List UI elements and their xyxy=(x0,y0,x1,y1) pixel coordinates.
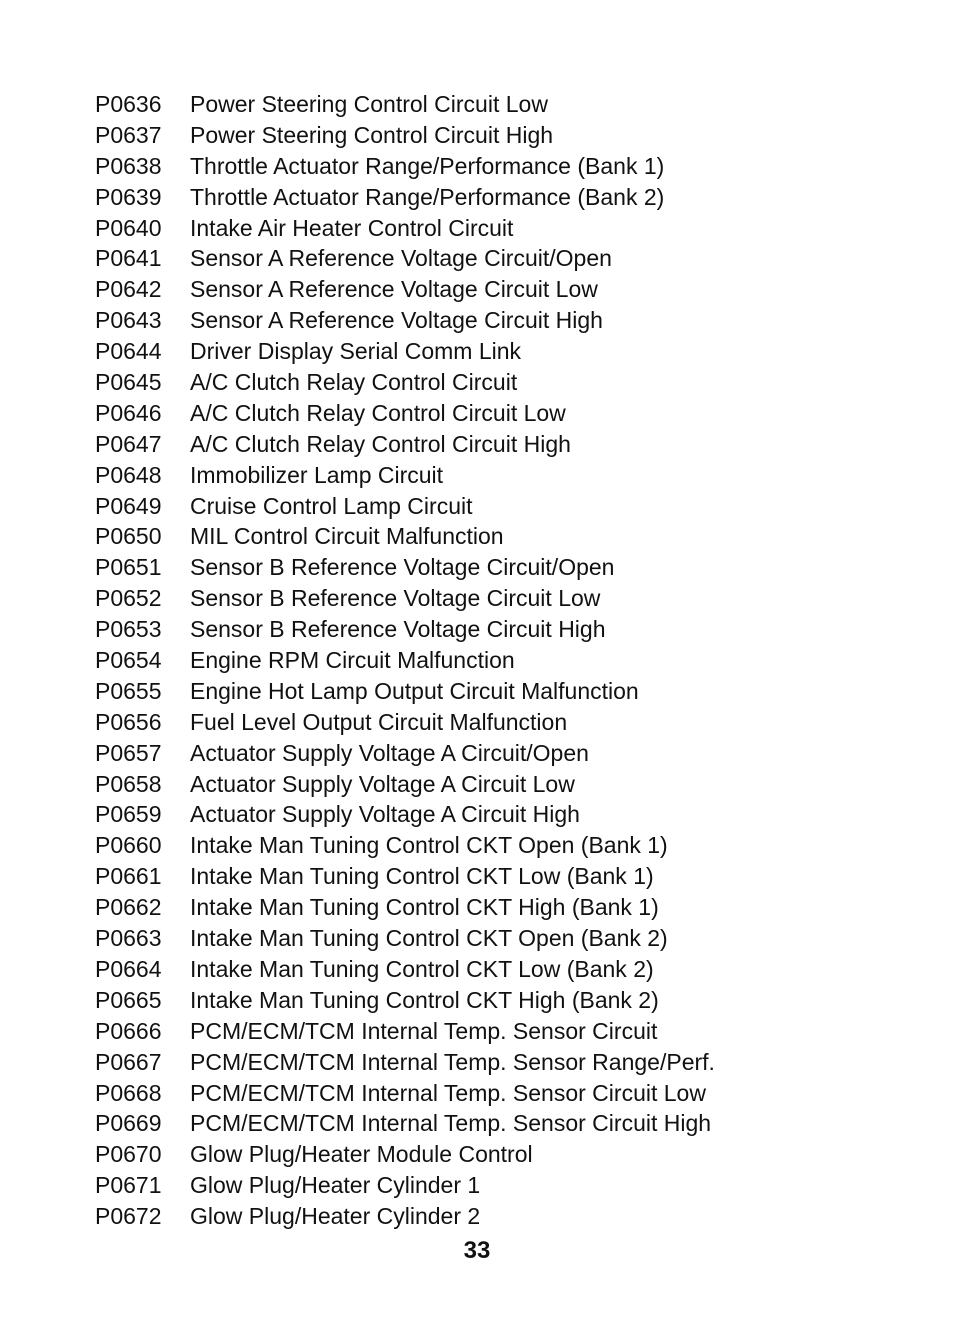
code-row xyxy=(95,769,895,800)
dtc-description: Immobilizer Lamp Circuit xyxy=(190,461,444,488)
code-row xyxy=(95,151,895,182)
dtc-description: Actuator Supply Voltage A Circuit High xyxy=(190,801,580,828)
code-row xyxy=(95,614,895,645)
code-row xyxy=(95,182,895,213)
dtc-description: Engine RPM Circuit Malfunction xyxy=(190,647,515,674)
dtc-description: Throttle Actuator Range/Performance (Bank 2) xyxy=(190,183,665,210)
dtc-code: P0672 xyxy=(95,1203,162,1230)
dtc-code: P0662 xyxy=(95,894,162,921)
dtc-code: P0652 xyxy=(95,585,162,612)
code-row xyxy=(95,583,895,614)
dtc-description: PCM/ECM/TCM Internal Temp. Sensor Circuit High xyxy=(190,1110,712,1137)
dtc-code: P0648 xyxy=(95,461,162,488)
dtc-description: Intake Man Tuning Control CKT High (Bank 2) xyxy=(190,986,659,1013)
dtc-description: A/C Clutch Relay Control Circuit xyxy=(190,369,518,396)
code-row xyxy=(95,1078,895,1109)
code-row xyxy=(95,491,895,522)
dtc-description: Sensor A Reference Voltage Circuit/Open xyxy=(190,245,612,272)
dtc-description: A/C Clutch Relay Control Circuit Low xyxy=(190,399,566,426)
dtc-code: P0645 xyxy=(95,369,162,396)
dtc-description: Intake Man Tuning Control CKT High (Bank 1) xyxy=(190,894,659,921)
dtc-code: P0668 xyxy=(95,1079,162,1106)
dtc-code: P0650 xyxy=(95,523,162,550)
code-row xyxy=(95,89,895,120)
dtc-description: Intake Man Tuning Control CKT Open (Bank 1) xyxy=(190,832,668,859)
dtc-description: Glow Plug/Heater Module Control xyxy=(190,1141,533,1168)
code-row xyxy=(95,274,895,305)
code-row xyxy=(95,738,895,769)
dtc-description: Glow Plug/Heater Cylinder 2 xyxy=(190,1203,481,1230)
dtc-code: P0654 xyxy=(95,647,162,674)
dtc-code: P0659 xyxy=(95,801,162,828)
dtc-code: P0646 xyxy=(95,399,162,426)
code-row xyxy=(95,429,895,460)
dtc-description: Actuator Supply Voltage A Circuit Low xyxy=(190,770,575,797)
code-row xyxy=(95,1108,895,1139)
code-row xyxy=(95,120,895,151)
dtc-description: Engine Hot Lamp Output Circuit Malfunction xyxy=(190,677,639,704)
code-row xyxy=(95,213,895,244)
dtc-code: P0660 xyxy=(95,832,162,859)
dtc-description: Sensor B Reference Voltage Circuit/Open xyxy=(190,554,615,581)
code-row xyxy=(95,398,895,429)
dtc-code: P0671 xyxy=(95,1172,162,1199)
dtc-description: Glow Plug/Heater Cylinder 1 xyxy=(190,1172,481,1199)
dtc-description: Power Steering Control Circuit Low xyxy=(190,91,548,117)
dtc-description: Sensor B Reference Voltage Circuit Low xyxy=(190,585,601,612)
dtc-code: P0663 xyxy=(95,925,162,952)
dtc-code: P0641 xyxy=(95,245,162,272)
dtc-code: P0647 xyxy=(95,430,162,457)
code-row xyxy=(95,985,895,1016)
dtc-description: Intake Air Heater Control Circuit xyxy=(190,214,514,241)
code-row xyxy=(95,707,895,738)
dtc-code: P0638 xyxy=(95,152,162,179)
code-row xyxy=(95,1047,895,1078)
code-row xyxy=(95,1016,895,1047)
code-row xyxy=(95,552,895,583)
dtc-description: Fuel Level Output Circuit Malfunction xyxy=(190,708,568,735)
dtc-code: P0658 xyxy=(95,770,162,797)
dtc-code: P0666 xyxy=(95,1017,162,1044)
dtc-description: Power Steering Control Circuit High xyxy=(190,121,554,148)
dtc-code: P0639 xyxy=(95,183,162,210)
dtc-code: P0644 xyxy=(95,338,162,365)
dtc-description: Sensor B Reference Voltage Circuit High xyxy=(190,616,606,643)
code-row xyxy=(95,645,895,676)
code-row xyxy=(95,830,895,861)
dtc-code: P0664 xyxy=(95,955,162,982)
code-row xyxy=(95,676,895,707)
code-row xyxy=(95,521,895,552)
dtc-description: MIL Control Circuit Malfunction xyxy=(190,523,504,550)
code-row xyxy=(95,367,895,398)
dtc-code: P0665 xyxy=(95,986,162,1013)
dtc-code: P0653 xyxy=(95,616,162,643)
dtc-description: Intake Man Tuning Control CKT Low (Bank 1) xyxy=(190,863,654,890)
code-row xyxy=(95,460,895,491)
dtc-description: PCM/ECM/TCM Internal Temp. Sensor Circuit Low xyxy=(190,1079,706,1106)
code-row xyxy=(95,923,895,954)
dtc-description: Sensor A Reference Voltage Circuit High xyxy=(190,307,603,334)
code-row xyxy=(95,243,895,274)
dtc-code: P0655 xyxy=(95,677,162,704)
dtc-code: P0669 xyxy=(95,1110,162,1137)
code-row xyxy=(95,861,895,892)
code-row xyxy=(95,799,895,830)
code-row xyxy=(95,1139,895,1170)
dtc-description: A/C Clutch Relay Control Circuit High xyxy=(190,430,571,457)
dtc-code: P0656 xyxy=(95,708,162,735)
dtc-description: Actuator Supply Voltage A Circuit/Open xyxy=(190,739,589,766)
dtc-code: P0661 xyxy=(95,863,162,890)
dtc-code: P0657 xyxy=(95,739,162,766)
dtc-code: P0640 xyxy=(95,214,162,241)
code-row xyxy=(95,954,895,985)
dtc-description: Intake Man Tuning Control CKT Open (Bank 2) xyxy=(190,925,668,952)
code-row xyxy=(95,1201,895,1232)
dtc-description: Driver Display Serial Comm Link xyxy=(190,338,522,365)
dtc-description: PCM/ECM/TCM Internal Temp. Sensor Range/Perf. xyxy=(190,1048,715,1075)
dtc-code: P0651 xyxy=(95,554,162,581)
page-number: 33 xyxy=(463,1237,491,1264)
code-row xyxy=(95,336,895,367)
dtc-code: P0637 xyxy=(95,121,162,148)
dtc-description: Sensor A Reference Voltage Circuit Low xyxy=(190,276,598,303)
dtc-code: P0649 xyxy=(95,492,162,519)
code-list xyxy=(95,89,895,1232)
code-row xyxy=(95,1170,895,1201)
dtc-code: P0636 xyxy=(95,91,162,117)
dtc-code: P0667 xyxy=(95,1048,162,1075)
dtc-description: Intake Man Tuning Control CKT Low (Bank 2) xyxy=(190,955,654,982)
code-row xyxy=(95,892,895,923)
dtc-code: P0670 xyxy=(95,1141,162,1168)
dtc-code: P0643 xyxy=(95,307,162,334)
dtc-description: Cruise Control Lamp Circuit xyxy=(190,492,473,519)
dtc-description: PCM/ECM/TCM Internal Temp. Sensor Circuit xyxy=(190,1017,658,1044)
dtc-code: P0642 xyxy=(95,276,162,303)
dtc-description: Throttle Actuator Range/Performance (Bank 1) xyxy=(190,152,665,179)
code-row xyxy=(95,305,895,336)
